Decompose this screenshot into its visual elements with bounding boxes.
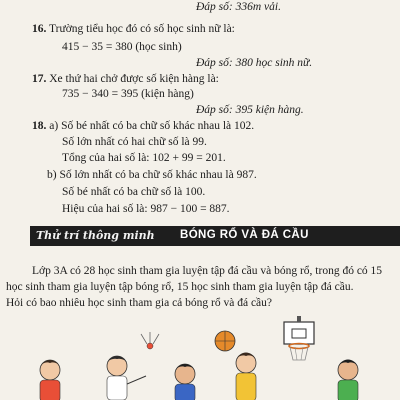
paragraph-line-2: học sinh tham gia luyện tập bóng rổ, 15 học sinh tham gia luyện tập đá cầu. (6, 281, 354, 293)
problem-17-text: Xe thứ hai chở được số kiện hàng là: (49, 73, 219, 85)
problem-16-number: 16. (32, 23, 47, 35)
child-player-icon (338, 360, 358, 400)
problem-18-a-line2: Số lớn nhất có hai chữ số là 99. (62, 136, 207, 148)
problem-17-answer: Đáp số: 395 kiện hàng. (196, 104, 304, 116)
problem-18-b-text1: Số lớn nhất có ba chữ số khác nhau là 987. (59, 169, 257, 181)
problem-18-b-line1 (47, 168, 257, 182)
basketball-hoop-icon (284, 316, 314, 360)
sports-illustration (0, 316, 400, 400)
child-player-icon (175, 364, 195, 400)
problem-18-b-line2: Số bé nhất có ba chữ số là 100. (62, 186, 206, 198)
shuttlecock-icon (141, 332, 159, 349)
problem-16-text: Trường tiểu học đó có số học sinh nữ là: (49, 23, 235, 35)
problem-16-calc: 415 − 35 = 380 (học sinh) (62, 41, 182, 53)
problem-18-a-line1 (32, 119, 254, 133)
problem-18-a-text1: Số bé nhất có ba chữ số khác nhau là 102. (61, 120, 255, 132)
paragraph-line-3: Hỏi có bao nhiêu học sinh tham gia cả bóng rổ và đá cầu? (6, 297, 273, 309)
child-player-icon (107, 356, 146, 400)
problem-18-a-line3: Tổng của hai số là: 102 + 99 = 201. (62, 152, 226, 164)
problem-16-question (32, 22, 235, 36)
problem-18-b-line3: Hiệu của hai số là: 987 − 100 = 887. (62, 203, 230, 215)
answer-prev: Đáp số: 336m vải. (196, 1, 281, 13)
problem-16-answer: Đáp số: 380 học sinh nữ. (196, 57, 313, 69)
paragraph-line-1: Lớp 3A có 28 học sinh tham gia luyện tập đá cầu và bóng rổ, trong đó có 15 (32, 265, 383, 277)
section-label: Thử trí thông minh (36, 229, 155, 242)
section-banner (30, 226, 400, 246)
problem-18-number: 18. (32, 120, 47, 132)
section-title: BÓNG RỔ VÀ ĐÁ CẦU (180, 229, 309, 241)
problem-17-number: 17. (32, 73, 47, 85)
problem-17-calc: 735 − 340 = 395 (kiện hàng) (62, 88, 194, 100)
problem-18-a-label: a) (49, 120, 59, 132)
problem-17-question (32, 72, 219, 86)
basketball-icon (215, 331, 235, 351)
child-player-icon (40, 360, 60, 400)
child-player-icon (236, 353, 256, 400)
problem-18-b-label: b) (47, 169, 57, 181)
